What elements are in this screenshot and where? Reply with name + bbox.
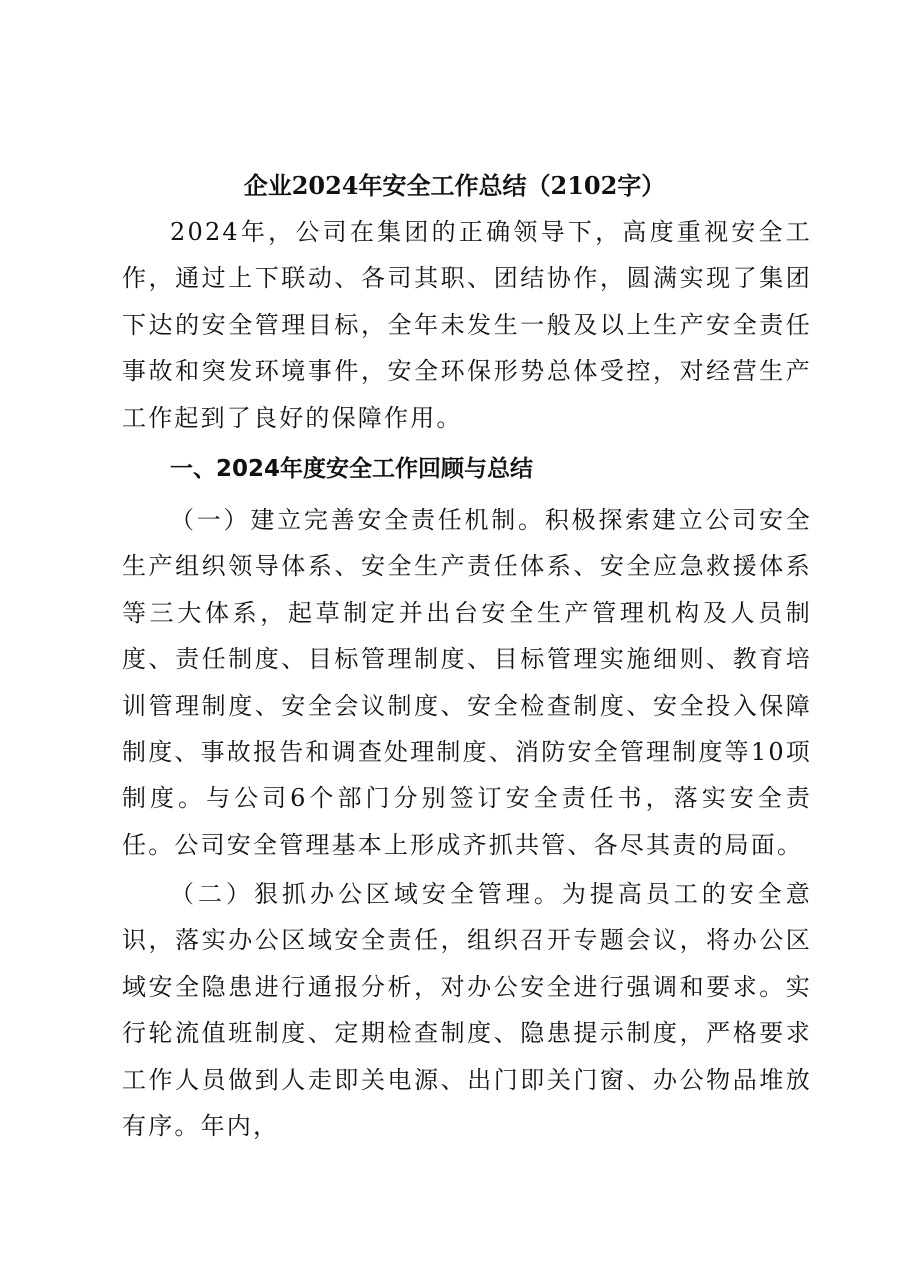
document-title: 企业2024年安全工作总结（2102字） xyxy=(243,171,666,200)
section-paragraph-1: （一）建立完善安全责任机制。积极探索建立公司安全生产组织领导体系、安全生产责任体系、安全应急救援体系等三大体系，起草制定并出台安全生产管理机构及人员制度、责任制度、目标管理制度、目标管理实施细则、教育培训管理制度、安全会议制度、安全检查制度、安全投入保障制度、事故报告和调查处理制度、消防安全管理制度等10项制度。与公司6个部门分别签订安全责任书，落实安全责任。公司安全管理基本上形成齐抓共管、各尽其责的局面。 xyxy=(122,506,812,859)
intro-paragraph: 2024年，公司在集团的正确领导下，高度重视安全工作，通过上下联动、各司其职、团结协作，圆满实现了集团下达的安全管理目标，全年未发生一般及以上生产安全责任事故和突发环境事件，安全环保形势总体受控，对经营生产工作起到了良好的保障作用。 xyxy=(122,218,812,432)
section-paragraph-2: （二）狠抓办公区域安全管理。为提高员工的安全意识，落实办公区域安全责任，组织召开专题会议，将办公区域安全隐患进行通报分析，对办公安全进行强调和要求。实行轮流值班制度、定期检查制度、隐患提示制度，严格要求工作人员做到人走即关电源、出门即关门窗、办公物品堆放有序。年内， xyxy=(122,880,812,1141)
section-heading: 一、2024年度安全工作回顾与总结 xyxy=(170,456,534,482)
